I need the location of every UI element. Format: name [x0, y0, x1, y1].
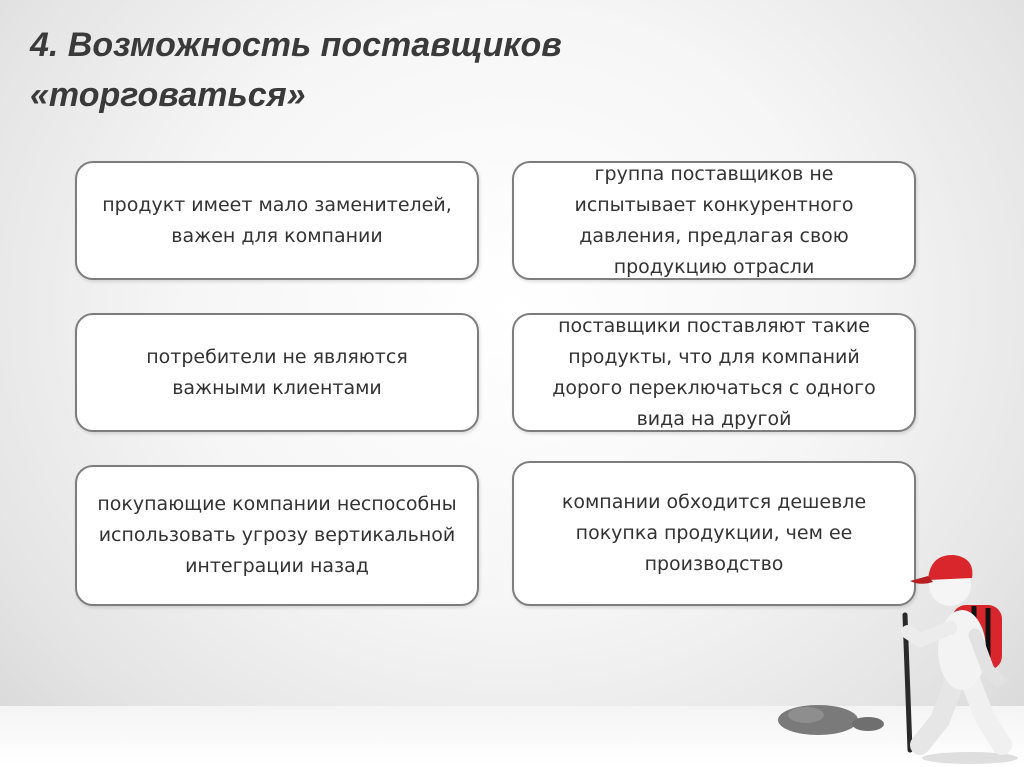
rock-small-icon	[852, 717, 884, 731]
title-line-1: 4. Возможность поставщиков	[30, 26, 562, 64]
cap-icon	[928, 555, 972, 580]
factor-box-2: группа поставщиков не испытывает конкурентного давления, предлагая свою продукцию отрасли	[512, 161, 916, 280]
factor-box-6: компании обходится дешевле покупка продукции, чем ее производство	[512, 461, 916, 606]
factor-box-3: потребители не являются важными клиентами	[75, 313, 479, 432]
factor-box-4: поставщики поставляют такие продукты, что для компаний дорого переключаться с одного вида на другой	[512, 313, 916, 432]
factor-box-1: продукт имеет мало заменителей, важен для компании	[75, 161, 479, 280]
factor-box-5: покупающие компании неспособны использовать угрозу вертикальной интеграции назад	[75, 465, 479, 606]
hiker-figure-icon	[770, 540, 1024, 767]
slide-title	[30, 20, 730, 120]
title-line-2: «торговаться»	[30, 76, 306, 114]
